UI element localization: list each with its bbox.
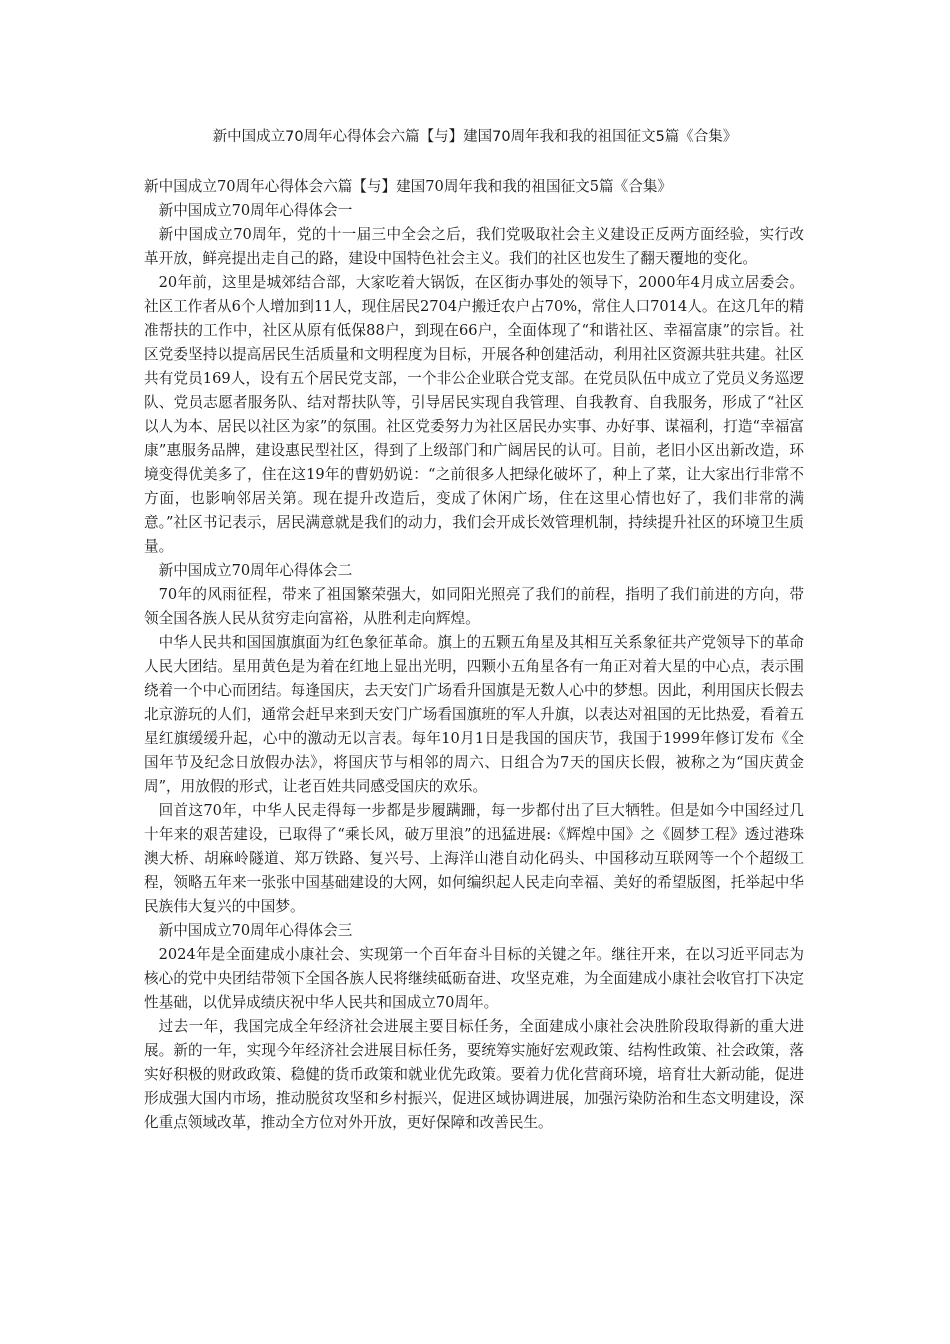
document-title: 新中国成立70周年心得体会六篇【与】建国70周年我和我的祖国征文5篇《合集》 [212,129,738,145]
paragraph: 新中国成立70周年，党的十一届三中全会之后，我们党吸取社会主义建设正反两方面经验，实行改革开放，鲜亮提出走自己的路，建设中国特色社会主义。我们的社区也发生了翻天覆地的变化。 [144,226,804,267]
paragraph: 过去一年，我国完成全年经济社会进展主要目标任务，全面建成小康社会决胜阶段取得新的重大进展。新的一年，实现今年经济社会进展目标任务，要统筹实施好宏观政策、结构性政策、社会政策，落实好积极的财政政策、稳健的货币政策和就业优先政策。要着力优化营商环境，培育壮大新动能，促进形成强大国内市场，推动脱贫攻坚和乡村振兴，促进区域协调进展，加强污染防治和生态文明建设，深化重点领域改革，推动全方位对外开放，更好保障和改善民生。 [144,1018,804,1131]
section-heading-3: 新中国成立70周年心得体会三 [158,922,353,939]
paragraph: 70年的风雨征程，带来了祖国繁荣强大，如同阳光照亮了我们的前程，指明了我们前进的方向，带领全国各族人民从贫穷走向富裕，从胜利走向辉煌。 [144,586,804,627]
section-heading-2: 新中国成立70周年心得体会二 [158,562,353,579]
paragraph: 回首这70年，中华人民走得每一步都是步履蹒跚，每一步都付出了巨大牺牲。但是如今中国经过几十年来的艰苦建设，已取得了“乘长风，破万里浪”的迅猛进展:《辉煌中国》之《圆梦工程》透过港珠澳大桥、胡麻岭隧道、郑万铁路、复兴号、上海洋山港自动化码头、中国移动互联网等一个个超级工程，领略五年来一张张中国基础建设的大网，如何编织起人民走向幸福、美好的希望版图，托举起中华民族伟大复兴的中国梦。 [144,802,804,915]
section-heading-1: 新中国成立70周年心得体会一 [158,202,353,219]
paragraph: 中华人民共和国国旗旗面为红色象征革命。旗上的五颗五角星及其相互关系象征共产党领导下的革命人民大团结。星用黄色是为着在红地上显出光明，四颗小五角星各有一角正对着大星的中心点，表示围绕着一个中心而团结。每逢国庆，去天安门广场看升国旗是无数人心中的梦想。因此，利用国庆长假去北京游玩的人们，通常会赶早来到天安门广场看国旗班的军人升旗，以表达对祖国的无比热爱，看着五星红旗缓缓升起，心中的激动无以言表。每年10月1日是我国的国庆节，我国于1999年修订发布《全国年节及纪念日放假办法》，将国庆节与相邻的周六、日组合为7天的国庆长假，被称之为“国庆黄金周”，用放假的形式，让老百姓共同感受国庆的欢乐。 [144,634,804,795]
document-body [144,175,804,1135]
paragraph: 2024年是全面建成小康社会、实现第一个百年奋斗目标的关键之年。继往开来，在以习近平同志为核心的党中央团结带领下全国各族人民将继续砥砺奋进、攻坚克难，为全面建成小康社会收官打下决定性基础，以优异成绩庆祝中华人民共和国成立70周年。 [144,946,804,1011]
body-heading: 新中国成立70周年心得体会六篇【与】建国70周年我和我的祖国征文5篇《合集》 [144,178,673,195]
paragraph: 20年前，这里是城郊结合部，大家吃着大锅饭，在区街办事处的领导下，2000年4月成立居委会。 社区工作者从6个人增加到11人，现住居民2704户搬迁农户占70%，常住人口7014人。在这几年的精准帮扶的工作中，社区从原有低保88户，到现在66户，全面体现了“和谐社区、幸福富康”的宗旨。社区党委坚持以提高居民生活质量和文明程度为目标，开展各种创建活动，利用社区资源共驻共建。社区共有党员169人，设有五个居民党支部，一个非公企业联合党支部。在党员队伍中成立了党员义务巡逻队、党员志愿者服务队、结对帮扶队等，引导居民实现自我管理、自我教育、自我服务，形成了“社区以人为本、居民以社区为家”的氛围。社区党委努力为社区居民办实事、办好事、谋福利，打造“幸福富康”惠服务品牌，建设惠民型社区，得到了上级部门和广阔居民的认可。目前，老旧小区出新改造，环境变得优美多了，住在这19年的曹奶奶说：“之前很多人把绿化破坏了，种上了菜，让大家出行非常不方面，也影响邻居关第。现在提升改造后，变成了休闲广场，住在这里心情也好了，我们非常的满意。”社区书记表示，居民满意就是我们的动力，我们会开成长效管理机制，持续提升社区的环境卫生质量。 [144,274,804,555]
